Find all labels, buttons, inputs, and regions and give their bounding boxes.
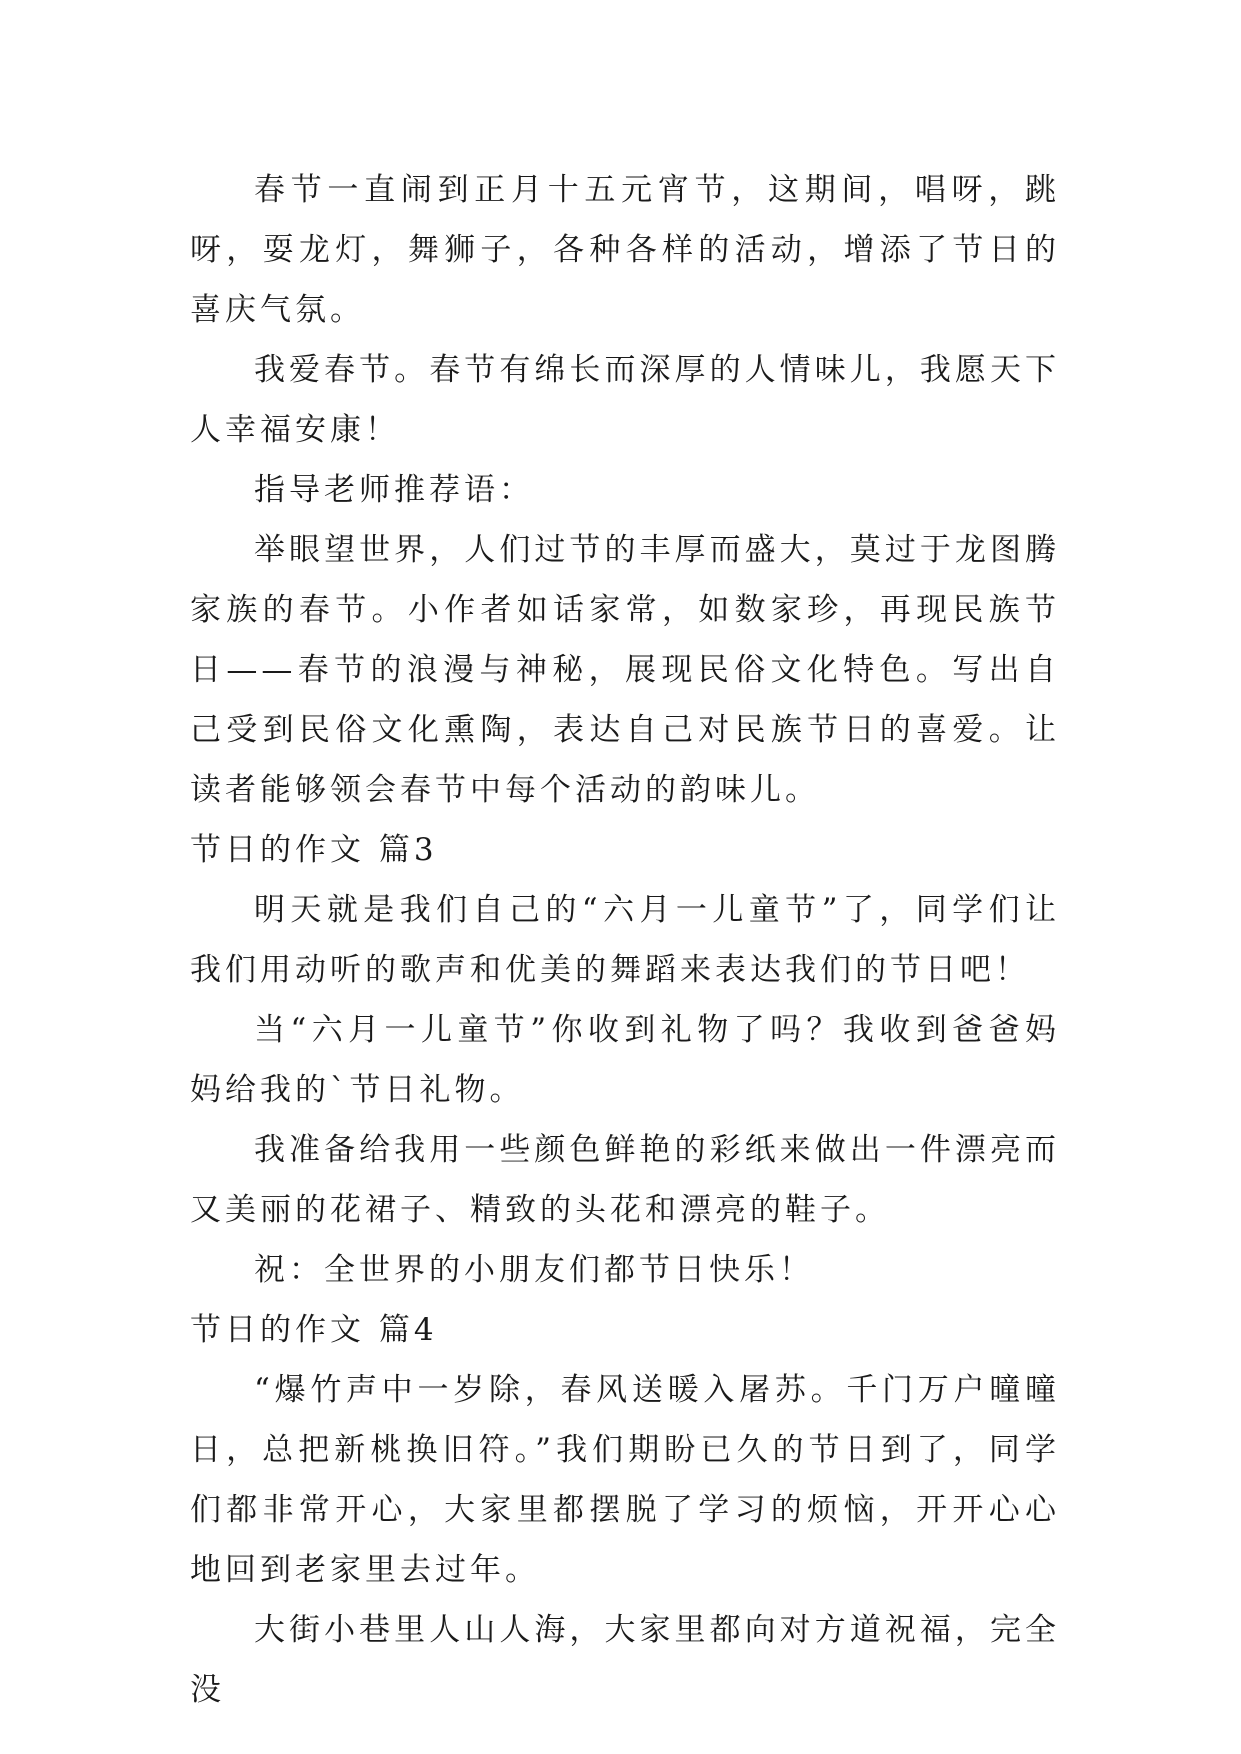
document-body bbox=[190, 160, 1060, 1720]
paragraph-teacher-recommendation-label: 指导老师推荐语： bbox=[254, 472, 534, 508]
paragraph-love-spring-festival: 我爱春节。春节有绵长而深厚的人情味儿，我愿天下人幸福安康！ bbox=[190, 352, 1060, 448]
section-heading-3: 节日的作文 篇3 bbox=[190, 832, 438, 868]
section-heading-4: 节日的作文 篇4 bbox=[190, 1312, 438, 1348]
paragraph-streets-crowded: 大街小巷里人山人海，大家里都向对方道祝福，完全没 bbox=[190, 1612, 1060, 1708]
paragraph-childrens-day-intro: 明天就是我们自己的“六月一儿童节”了，同学们让我们用动听的歌声和优美的舞蹈来表达我们的节日吧！ bbox=[190, 892, 1060, 988]
paragraph-craft-plan: 我准备给我用一些颜色鲜艳的彩纸来做出一件漂亮而又美丽的花裙子、精致的头花和漂亮的鞋子。 bbox=[190, 1132, 1060, 1228]
paragraph-childrens-day-gift: 当“六月一儿童节”你收到礼物了吗？我收到爸爸妈妈给我的`节日礼物。 bbox=[190, 1012, 1060, 1108]
paragraph-new-year-poem: “爆竹声中一岁除，春风送暖入屠苏。千门万户曈曈日，总把新桃换旧符。”我们期盼已久的节日到了，同学们都非常开心，大家里都摆脱了学习的烦恼，开开心心地回到老家里去过年。 bbox=[190, 1372, 1060, 1588]
paragraph-teacher-recommendation: 举眼望世界，人们过节的丰厚而盛大，莫过于龙图腾家族的春节。小作者如话家常，如数家珍，再现民族节日——春节的浪漫与神秘，展现民俗文化特色。写出自己受到民俗文化熏陶，表达自己对民族节日的喜爱。让读者能够领会春节中每个活动的韵味儿。 bbox=[190, 532, 1060, 808]
paragraph-wish: 祝：全世界的小朋友们都节日快乐！ bbox=[254, 1252, 814, 1288]
paragraph-spring-festival-activities: 春节一直闹到正月十五元宵节，这期间，唱呀，跳呀，耍龙灯，舞狮子，各种各样的活动，增添了节日的喜庆气氛。 bbox=[190, 172, 1060, 328]
